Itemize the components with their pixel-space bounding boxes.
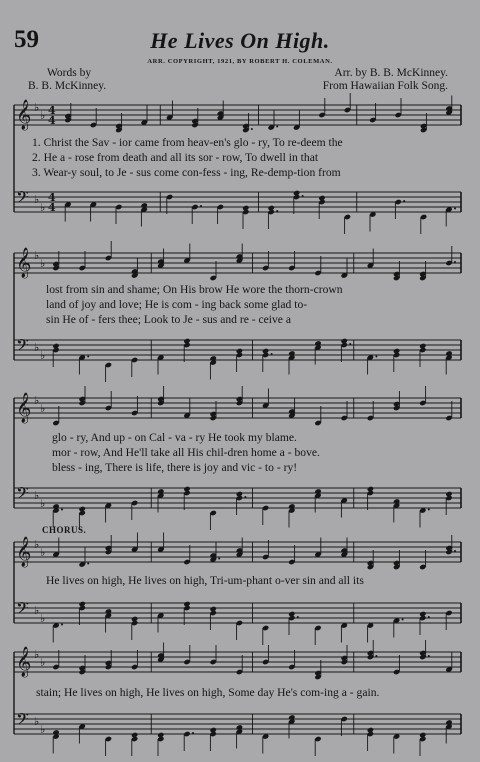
time-signature-top: 4: [48, 191, 56, 204]
note-head: [183, 601, 190, 607]
note-head: [314, 340, 321, 346]
note-head: [288, 611, 295, 617]
note-head: [288, 503, 295, 509]
dot: [61, 624, 63, 626]
flat-sign: ♭: [40, 402, 46, 415]
dot: [87, 563, 89, 565]
chorus-label: CHORUS.: [42, 525, 87, 535]
note-head: [157, 488, 164, 494]
note-head: [419, 343, 426, 349]
dot: [454, 261, 456, 263]
note-head: [236, 724, 243, 730]
dot: [302, 195, 304, 197]
note-head: [131, 732, 138, 738]
flat-sign: ♭: [40, 257, 46, 270]
words-by-name: B. B. McKinney.: [28, 80, 107, 92]
flat-sign: ♭: [34, 101, 40, 114]
bass-clef: 𝄢: [16, 598, 29, 622]
note-head: [341, 338, 348, 344]
verse-3-line-3: bless - ing, There is life, there is joy and vic - to - ry!: [52, 461, 298, 474]
flat-sign: ♭: [34, 538, 40, 551]
note-head: [367, 486, 374, 492]
flat-sign: ♭: [40, 656, 46, 669]
note-head: [141, 202, 148, 208]
verse-2-line-2: land of joy and love; He is com - ing back some glad to-: [46, 298, 308, 311]
arranged-by: Arr. by B. B. McKinney.: [334, 67, 448, 79]
hymn-number: 59: [14, 26, 39, 53]
time-signature-bottom: 4: [48, 201, 56, 214]
flat-sign: ♭: [34, 193, 40, 206]
copyright-notice: ARR. COPYRIGHT, 1921, BY ROBERT H. COLEMAN.: [147, 58, 333, 65]
bass-clef: 𝄢: [16, 709, 29, 733]
dot: [428, 616, 430, 618]
treble-clef: 𝄞: [16, 647, 32, 677]
flat-sign: ♭: [34, 394, 40, 407]
flat-sign: ♭: [34, 715, 40, 728]
chorus-line-2: stain; He lives on high, He lives on high, Some day He's com-ing a - gain.: [36, 686, 380, 699]
dot: [244, 496, 246, 498]
note-head: [157, 732, 164, 738]
note-head: [393, 498, 400, 504]
hymn-title: He Lives On High.: [150, 28, 330, 53]
bass-clef: 𝄢: [16, 335, 29, 359]
treble-clef: 𝄞: [16, 248, 32, 278]
bass-clef: 𝄢: [16, 483, 29, 507]
note-head: [210, 355, 217, 361]
note-head: [210, 606, 217, 612]
dot: [428, 509, 430, 511]
flat-sign: ♭: [40, 349, 46, 362]
dot: [375, 655, 377, 657]
dot: [297, 616, 299, 618]
flat-sign: ♭: [40, 723, 46, 736]
note-head: [105, 608, 112, 614]
words-by-label: Words by: [47, 67, 92, 79]
dot: [349, 343, 351, 345]
note-head: [318, 195, 325, 201]
dot: [402, 619, 404, 621]
time-signature-top: 4: [48, 104, 56, 117]
verse-3-line-2: sin He of - fers thee; Look to Je - sus and re - ceive a: [46, 313, 291, 326]
dot: [251, 128, 253, 130]
verse-3-line-1: 3. Wear-y soul, to Je - sus come con-fess - ing, Re-demp-tion from: [32, 166, 341, 179]
dot: [428, 655, 430, 657]
flat-sign: ♭: [40, 497, 46, 510]
dot: [61, 509, 63, 511]
dot: [192, 732, 194, 734]
verse-1-line-1: 1. Christ the Sav - ior came from heav-en's glo - ry, To re-deem the: [32, 136, 343, 149]
note-head: [52, 503, 59, 509]
dot: [276, 210, 278, 212]
note-head: [445, 719, 452, 725]
flat-sign: ♭: [40, 201, 46, 214]
note-head: [419, 732, 426, 738]
note-head: [262, 348, 269, 354]
verse-2-line-1: 2. He a - rose from death and all its sor - row, To dwell in that: [32, 151, 319, 164]
note-head: [293, 190, 300, 196]
note-head: [419, 611, 426, 617]
verse-1-line-3: glo - ry, And up - on Cal - va - ry He took my blame.: [52, 431, 297, 444]
chorus-line-1: He lives on high, He lives on high, Tri-um-phant o-ver sin and all its: [46, 574, 364, 587]
note-head: [131, 616, 138, 622]
flat-sign: ♭: [40, 109, 46, 122]
note-head: [445, 491, 452, 497]
note-head: [367, 727, 374, 733]
dot: [271, 353, 273, 355]
music-source: From Hawaiian Folk Song.: [322, 80, 448, 92]
flat-sign: ♭: [34, 604, 40, 617]
flat-sign: ♭: [34, 648, 40, 661]
dot: [276, 126, 278, 128]
note-head: [236, 348, 243, 354]
note-head: [393, 348, 400, 354]
flat-sign: ♭: [34, 341, 40, 354]
verse-1-line-2: lost from sin and shame; On His brow He wore the thorn-crown: [46, 283, 343, 296]
note-head: [445, 350, 452, 356]
note-head: [268, 205, 275, 211]
note-head: [210, 727, 217, 733]
note-head: [242, 205, 249, 211]
dot: [375, 356, 377, 358]
note-head: [236, 491, 243, 497]
flat-sign: ♭: [40, 546, 46, 559]
time-signature-bottom: 4: [48, 114, 56, 127]
verse-2-line-3: mor - row, And He'll take all His chil-dren home a - bove.: [52, 446, 320, 459]
note-head: [79, 601, 86, 607]
note-head: [314, 488, 321, 494]
dot: [454, 208, 456, 210]
note-head: [183, 486, 190, 492]
dot: [218, 558, 220, 560]
treble-clef: 𝄞: [16, 393, 32, 423]
note-head: [288, 350, 295, 356]
flat-sign: ♭: [40, 612, 46, 625]
note-head: [52, 343, 59, 349]
note-head: [52, 729, 59, 735]
flat-sign: ♭: [34, 489, 40, 502]
dot: [454, 550, 456, 552]
treble-clef: 𝄞: [16, 100, 32, 130]
bass-clef: 𝄢: [16, 187, 29, 211]
dot: [403, 200, 405, 202]
dot: [200, 205, 202, 207]
note-head: [183, 338, 190, 344]
note-head: [288, 714, 295, 720]
flat-sign: ♭: [34, 249, 40, 262]
treble-clef: 𝄞: [16, 537, 32, 567]
dot: [87, 356, 89, 358]
note-head: [79, 506, 86, 512]
